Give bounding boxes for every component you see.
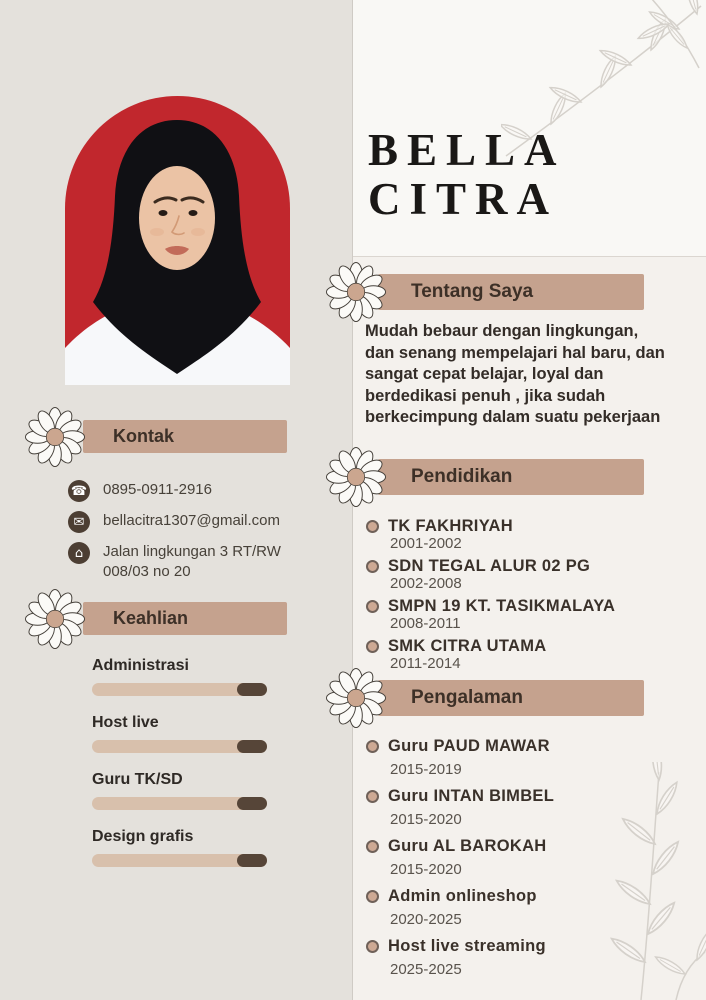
- education-heading: Pendidikan: [411, 466, 513, 487]
- skills-list: [92, 656, 267, 884]
- phone-icon: ☎: [68, 480, 90, 502]
- contact-heading: Kontak: [113, 426, 175, 446]
- skill-label: Guru TK/SD: [92, 771, 183, 788]
- skill-bar: [92, 797, 267, 810]
- experience-item: [366, 836, 686, 878]
- bullet-icon: [366, 740, 379, 753]
- education-years: 2011-2014: [390, 655, 461, 672]
- experience-title: Host live streaming: [388, 937, 546, 955]
- street-address: Jalan lingkungan 3 RT/RW 008/03 no 20: [103, 543, 281, 580]
- bullet-icon: [366, 640, 379, 653]
- skill-bar: [92, 740, 267, 753]
- experience-list: [366, 736, 686, 986]
- profile-photo: [65, 96, 290, 385]
- contact-row-email: [68, 511, 313, 533]
- section-header-about: [378, 274, 644, 310]
- daisy-icon: [25, 407, 85, 467]
- education-years: 2002-2008: [390, 575, 462, 592]
- education-list: [366, 516, 686, 676]
- experience-item: [366, 736, 686, 778]
- skill-item: [92, 713, 267, 753]
- daisy-icon: [326, 668, 386, 728]
- experience-years: 2015-2020: [390, 861, 462, 878]
- right-column: [353, 0, 706, 1000]
- skill-label: Design grafis: [92, 828, 194, 845]
- experience-years: 2015-2019: [390, 761, 462, 778]
- education-title: SDN TEGAL ALUR 02 PG: [388, 557, 591, 575]
- skill-bar: [92, 683, 267, 696]
- email-address: bellacitra1307@gmail.com: [103, 512, 280, 529]
- daisy-icon: [326, 447, 386, 507]
- skill-bar-cap: [237, 797, 267, 810]
- skill-bar-cap: [237, 683, 267, 696]
- daisy-icon: [25, 589, 85, 649]
- education-title: SMPN 19 KT. TASIKMALAYA: [388, 597, 616, 615]
- daisy-icon: [326, 262, 386, 322]
- skill-label: Host live: [92, 714, 159, 731]
- contact-row-address: [68, 542, 313, 582]
- education-years: 2001-2002: [390, 535, 462, 552]
- education-item: [366, 636, 686, 672]
- skill-item: [92, 827, 267, 867]
- education-title: SMK CITRA UTAMA: [388, 637, 547, 655]
- about-paragraph: Mudah bebaur dengan lingkungan, dan senang mempelajari hal baru, dan sangat cepat belajar, loyal dan berdedikasi penuh , jika sudah berkecimpung dalam suatu pekerjaan: [365, 322, 665, 426]
- experience-years: 2015-2020: [390, 811, 462, 828]
- bullet-icon: [366, 940, 379, 953]
- experience-title: Guru AL BAROKAH: [388, 837, 547, 855]
- skill-item: [92, 770, 267, 810]
- bullet-icon: [366, 890, 379, 903]
- education-item: [366, 516, 686, 552]
- experience-item: [366, 786, 686, 828]
- bullet-icon: [366, 600, 379, 613]
- contact-list: [68, 480, 313, 582]
- about-heading: Tentang Saya: [411, 281, 534, 302]
- section-header-education: [378, 459, 644, 495]
- education-item: [366, 596, 686, 632]
- skill-bar-cap: [237, 854, 267, 867]
- education-item: [366, 556, 686, 592]
- education-title: TK FAKHRIYAH: [388, 517, 513, 535]
- person-last-name: CITRA: [368, 174, 559, 224]
- experience-years: 2020-2025: [390, 911, 462, 928]
- email-icon: ✉: [68, 511, 90, 533]
- person-first-name: BELLA: [368, 125, 566, 175]
- education-years: 2008-2011: [390, 615, 461, 632]
- section-header-experience: [378, 680, 644, 716]
- experience-title: Guru INTAN BIMBEL: [388, 787, 555, 805]
- bullet-icon: [366, 790, 379, 803]
- skill-item: [92, 656, 267, 696]
- bullet-icon: [366, 840, 379, 853]
- person-name: [368, 126, 566, 224]
- skills-heading: Keahlian: [113, 608, 189, 628]
- contact-row-phone: [68, 480, 313, 502]
- phone-number: 0895-0911-2916: [103, 481, 212, 498]
- section-header-contact: [83, 420, 287, 453]
- skill-label: Administrasi: [92, 657, 189, 674]
- skill-bar: [92, 854, 267, 867]
- experience-title: Guru PAUD MAWAR: [388, 737, 550, 755]
- experience-years: 2025-2025: [390, 961, 462, 978]
- bullet-icon: [366, 560, 379, 573]
- experience-item: [366, 886, 686, 928]
- experience-item: [366, 936, 686, 978]
- section-header-skills: [83, 602, 287, 635]
- skill-bar-cap: [237, 740, 267, 753]
- bullet-icon: [366, 520, 379, 533]
- home-icon: ⌂: [68, 542, 90, 564]
- experience-heading: Pengalaman: [411, 687, 523, 708]
- experience-title: Admin onlineshop: [388, 887, 537, 905]
